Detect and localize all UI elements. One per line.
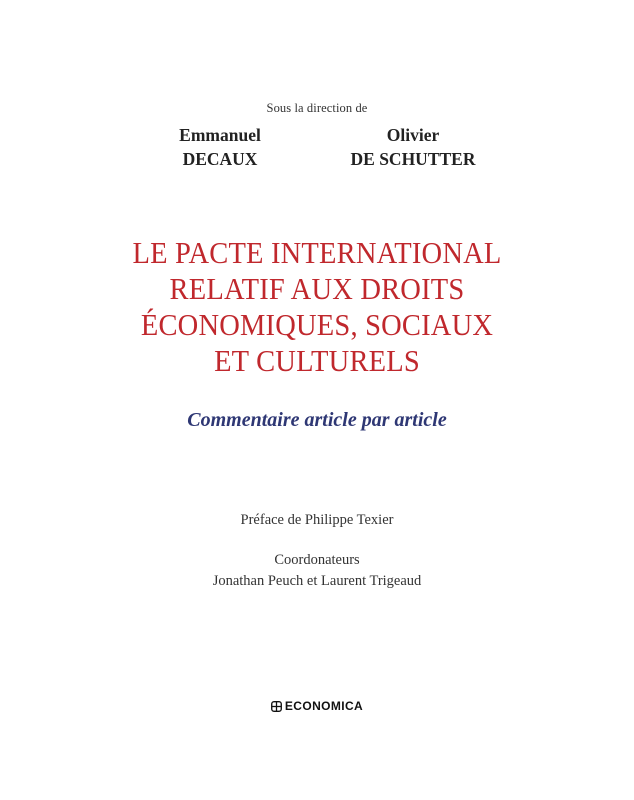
publisher-name: ECONOMICA [284,699,364,713]
publisher-logo-icon [271,701,282,712]
editor-first-name: Emmanuel [179,125,261,145]
preface-credit: Préface de Philippe Texier [240,512,394,528]
direction-label: Sous la direction de [266,101,368,115]
title-line: ÉCONOMIQUES, SOCIAUX [140,307,494,342]
editor-last-name: DECAUX [182,149,258,169]
editor-decaux [160,123,280,171]
editor-de-schutter [338,123,488,171]
book-title [0,235,634,379]
publisher-imprint [0,699,634,713]
editor-last-name: DE SCHUTTER [350,149,476,169]
editor-first-name: Olivier [386,125,440,145]
book-subtitle: Commentaire article par article [187,409,447,431]
title-line: ET CULTURELS [214,343,420,378]
coordinators-label: Coordonateurs [274,552,360,568]
title-line: LE PACTE INTERNATIONAL [132,235,502,270]
coordinators-names: Jonathan Peuch et Laurent Trigeaud [212,573,422,589]
title-line: RELATIF AUX DROITS [169,271,465,306]
